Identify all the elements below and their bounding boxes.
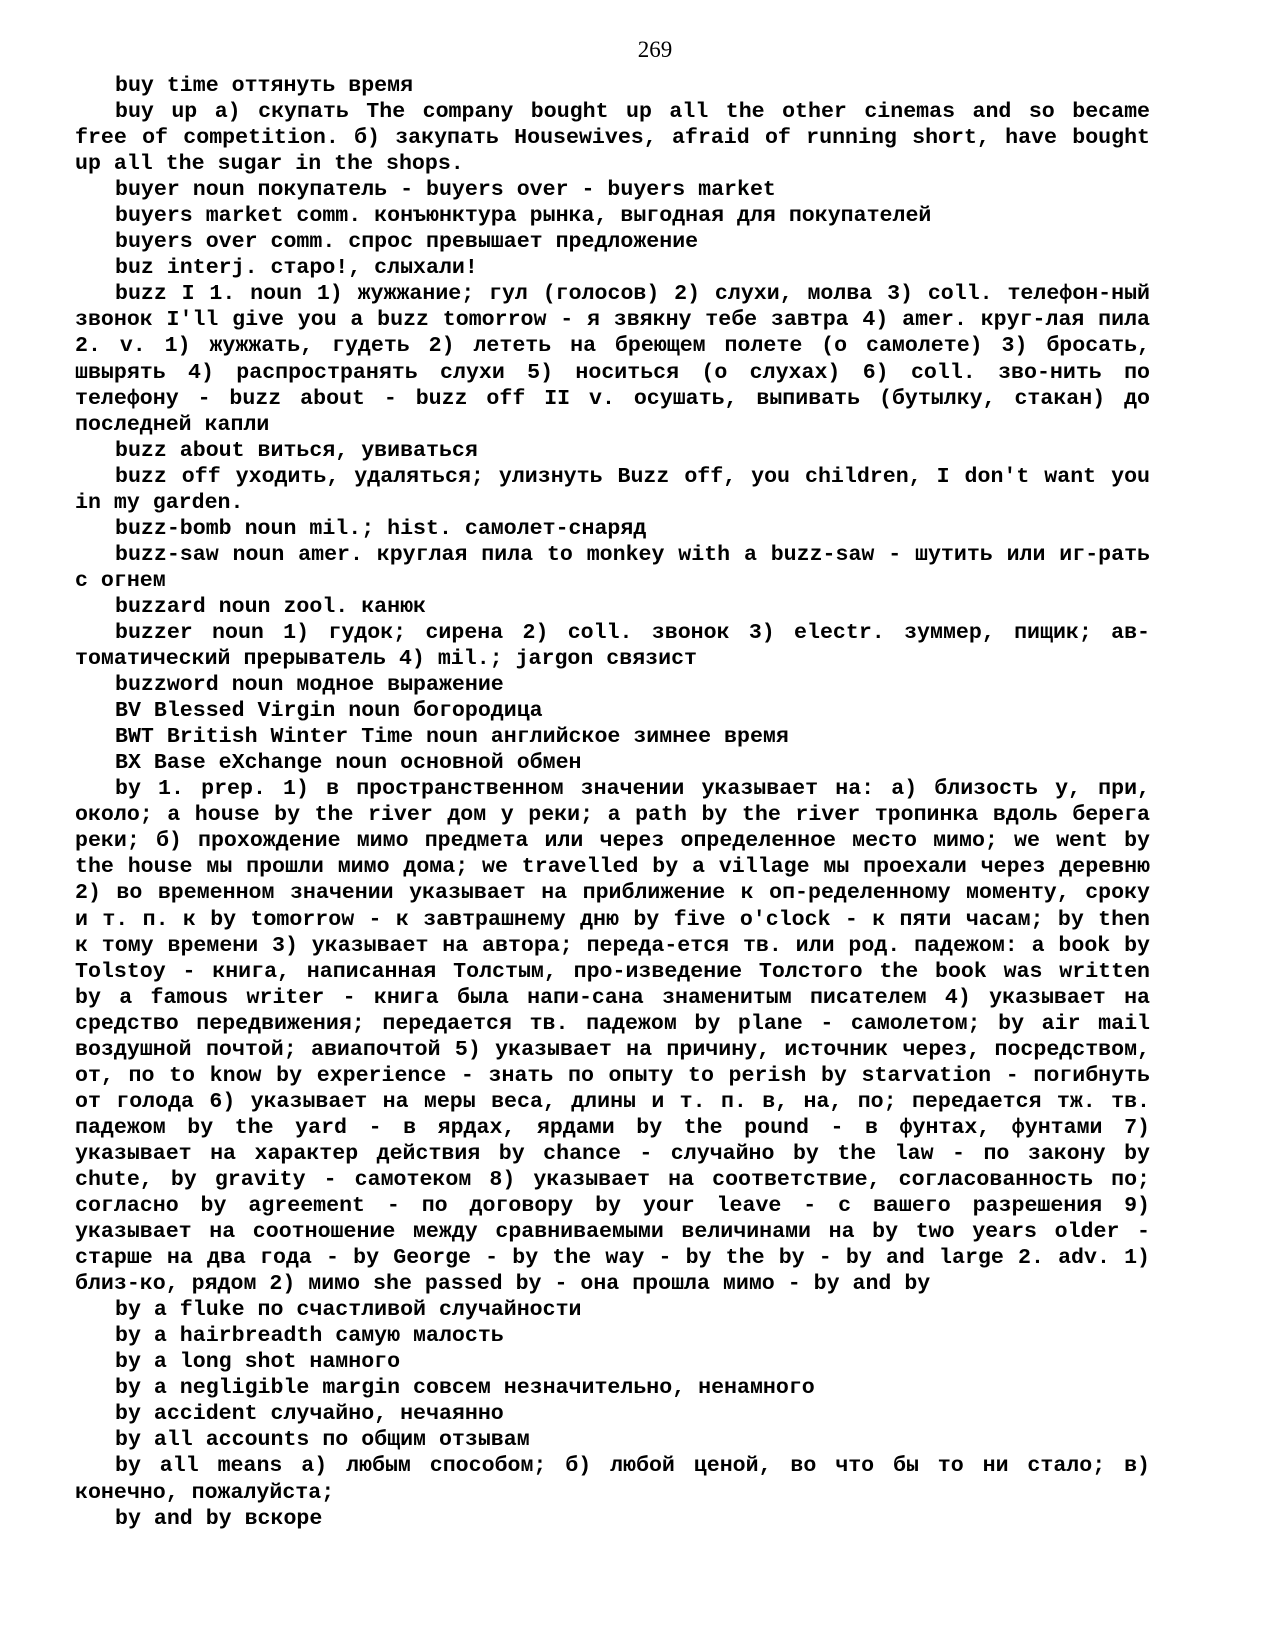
dictionary-entry: buyer noun покупатель - buyers over - buyers market xyxy=(115,178,776,203)
dictionary-entry: by a hairbreadth самую малость xyxy=(115,1324,504,1349)
dictionary-entry: buy up а) скупать The company bought up all the other cinemas and so became free of competition. б) закупать Housewives, afraid of running short, have bought up all the sugar in the shops. xyxy=(75,100,1150,177)
dictionary-entry: buy time оттянуть время xyxy=(115,74,414,98)
dictionary-entry: buzz I 1. noun 1) жужжание; гул (голосов) 2) слухи, молва 3) coll. телефон-ный звонок I'll give you a buzz tomorrow - я звякну тебе завтра 4) amer. круг-лая пила 2. v. 1) жужжать, гудеть 2) лететь на бреющем полете (о самолете) 3) бросать, швырять 4) распространять слухи 5) носиться (о слухах) 6) coll. зво-нить по телефону - buzz about - buzz off II v. осушать, выпивать (бутылку, стакан) до последней капли xyxy=(75,282,1150,437)
dictionary-entry: by all means а) любым способом; б) любой ценой, во что бы то ни стало; в) конечно, пожалуйста; xyxy=(75,1454,1150,1505)
dictionary-entries xyxy=(75,73,1150,1532)
dictionary-entry: buyers over comm. спрос превышает предложение xyxy=(115,230,699,255)
dictionary-entry: buzz-bomb noun mil.; hist. самолет-снаряд xyxy=(115,516,647,541)
dictionary-entry: by a negligible margin совсем незначительно, ненамного xyxy=(115,1376,815,1401)
dictionary-entry: buzz off уходить, удаляться; улизнуть Buzz off, you children, I don't want you in my garden. xyxy=(75,464,1150,515)
dictionary-entry: BWT British Winter Time noun английское зимнее время xyxy=(115,725,789,750)
dictionary-entry: buzzard noun zool. канюк xyxy=(115,594,427,619)
dictionary-entry: by all accounts по общим отзывам xyxy=(115,1428,530,1453)
dictionary-entry: by a fluke по счастливой случайности xyxy=(115,1298,582,1323)
dictionary-entry: buzz-saw noun amer. круглая пила to monkey with a buzz-saw - шутить или иг-рать с огнем xyxy=(75,542,1150,593)
page-number: 269 xyxy=(637,37,673,62)
dictionary-entry: buyers market comm. конъюнктура рынка, выгодная для покупателей xyxy=(115,204,932,229)
dictionary-entry: BX Base eXchange noun основной обмен xyxy=(115,751,582,776)
dictionary-entry: buzzer noun 1) гудок; сирена 2) coll. звонок 3) electr. зуммер, пищик; ав-томатический прерыватель 4) mil.; jargon связист xyxy=(75,620,1150,672)
dictionary-entry: by 1. prep. 1) в пространственном значении указывает на: а) близость у, при, около; a house by the river дом у реки; a path by the river тропинка вдоль берега реки; б) прохождение мимо предмета или через определенное место мимо; we went by the house мы прошли мимо дома; we travelled by a village мы проехали через деревню 2) во временном значении указывает на приближение к оп-ределенному моменту, сроку и т. п. к by tomorrow - к завтрашнему дню by five o'clock - к пяти часам; by then к тому времени 3) указывает на автора; переда-ется тв. или род. падежом: a book by Tolstoy - книга, написанная Толстым, про-изведение Толстого the book was written by a famous writer - книга была напи-сана знаменитым писателем 4) указывает на средство передвижения; передается тв. падежом by plane - самолетом; by air mail воздушной почтой; авиапочтой 5) указывает на причину, источник через, посредством, от, по to know by experience - знать по опыту to perish by starvation - погибнуть от голода 6) указывает на меры веса, длины и т. п. в, на, по; передается тж. тв. падежом by the yard - в ярдах, ярдами by the pound - в фунтах, фунтами 7) указывает на характер действия by chance - случайно by the law - по закону by chute, by gravity - самотеком 8) указывает на соответствие, согласованность по; согласно by agreement - по договору by your leave - с вашего разрешения 9) указывает на соотношение между сравниваемыми величинами на by two years older - старше на два года - by George - by the way - by the by - by and large 2. adv. 1) близ-ко, рядом 2) мимо she passed by - она прошла мимо - by and by xyxy=(75,777,1150,1297)
dictionary-entry: by and by вскоре xyxy=(115,1506,323,1531)
dictionary-entry: buzz about виться, увиваться xyxy=(115,438,478,463)
dictionary-entry: by accident случайно, нечаянно xyxy=(115,1402,504,1427)
dictionary-entry: BV Blessed Virgin noun богородица xyxy=(115,699,543,724)
dictionary-entry: by a long shot намного xyxy=(115,1350,401,1375)
dictionary-entry: buz interj. старо!, слыхали! xyxy=(115,256,478,281)
dictionary-entry: buzzword noun модное выражение xyxy=(115,673,504,698)
